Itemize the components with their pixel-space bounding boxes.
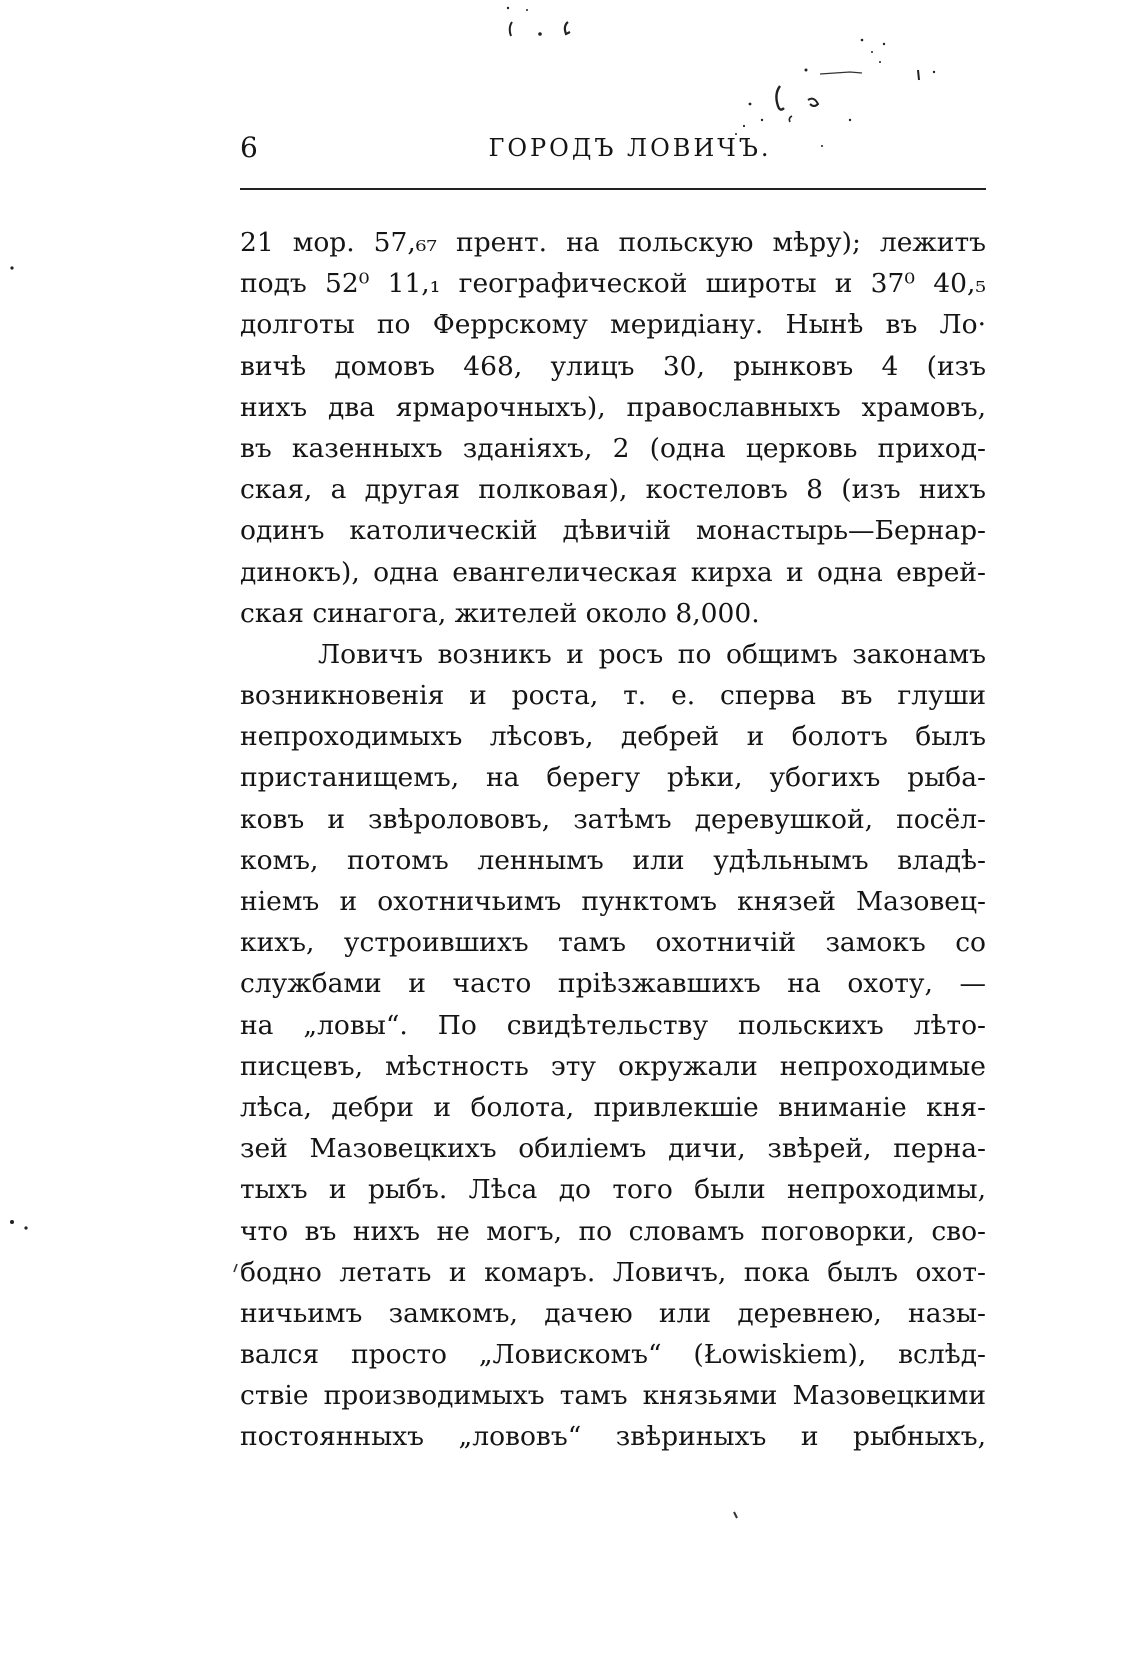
text-line: подъ 52⁰ 11,₁ географической широты и 37⁰ 40,₅	[240, 268, 986, 300]
text-line: непроходимыхъ лѣсовъ, дебрей и болотъ былъ	[240, 721, 986, 753]
text-line: службами и часто пріѣзжавшихъ на охоту, —	[240, 968, 986, 1000]
text-line: пристанищемъ, на берегу рѣки, убогихъ рыба-	[240, 762, 986, 794]
header-rule	[240, 188, 986, 190]
text-line: вичѣ домовъ 468, улицъ 30, рынковъ 4 (изъ	[240, 350, 986, 382]
text-line: комъ, потомъ леннымъ или удѣльнымъ владѣ-	[240, 844, 986, 876]
body-text	[240, 222, 986, 1458]
text-line: нихъ два ярмарочныхъ), православныхъ храмовъ,	[240, 391, 986, 423]
paragraph-first-line: Ловичъ возникъ и росъ по общимъ законамъ	[318, 638, 986, 670]
text-line: лѣса, дебри и болота, привлекшіе вниманіе кня-	[240, 1091, 986, 1123]
text-line: долготы по Феррскому меридіану. Нынѣ въ Ло·	[240, 309, 986, 341]
text-line: 21 мор. 57,₆₇ прент. на польскую мѣру); лежитъ	[240, 227, 986, 258]
text-line: что въ нихъ не могъ, по словамъ поговорки, сво-	[240, 1215, 986, 1247]
text-line: ніемъ и охотничьимъ пунктомъ князей Мазовец-	[240, 886, 986, 917]
text-line: постоянныхъ „лововъ“ звѣриныхъ и рыбныхъ,	[240, 1421, 986, 1453]
text-line: на „ловы“. По свидѣтельству польскихъ лѣто-	[240, 1009, 986, 1041]
text-line: одинъ католическій дѣвичій монастырь—Бернар-	[240, 515, 986, 547]
text-line: вался просто „Ловискомъ“ (Łowiskiem), вслѣд-	[240, 1339, 986, 1371]
text-line: динокъ), одна евангелическая кирха и одна еврей-	[240, 556, 986, 588]
text-line: ничьимъ замкомъ, дачею или деревнею, назы-	[240, 1297, 986, 1329]
text-line: зей Мазовецкихъ обиліемъ дичи, звѣрей, перна-	[240, 1133, 986, 1165]
text-line: возникновенія и роста, т. е. сперва въ глуши	[240, 680, 986, 712]
text-line: ская, а другая полковая), костеловъ 8 (изъ нихъ	[240, 474, 986, 506]
text-line: бодно летать и комаръ. Ловичъ, пока былъ охот-	[240, 1256, 986, 1288]
text-line: тыхъ и рыбъ. Лѣса до того были непроходимы,	[240, 1174, 986, 1206]
running-header	[240, 128, 980, 168]
paragraph-last-line: ская синагога, жителей около 8,000.	[240, 597, 760, 629]
text-line: писцевъ, мѣстность эту окружали непроходимые	[240, 1050, 986, 1082]
running-title: ГОРОДЪ ЛОВИЧЪ.	[488, 134, 772, 162]
text-line: кихъ, устроившихъ тамъ охотничій замокъ со	[240, 927, 986, 959]
page-number: 6	[240, 131, 258, 164]
text-line: ствіе производимыхъ тамъ князьями Мазовецкими	[240, 1380, 986, 1412]
text-line: ковъ и звѣролововъ, затѣмъ деревушкой, посёл-	[240, 803, 986, 835]
text-line: въ казенныхъ зданіяхъ, 2 (одна церковь приход-	[240, 432, 986, 464]
